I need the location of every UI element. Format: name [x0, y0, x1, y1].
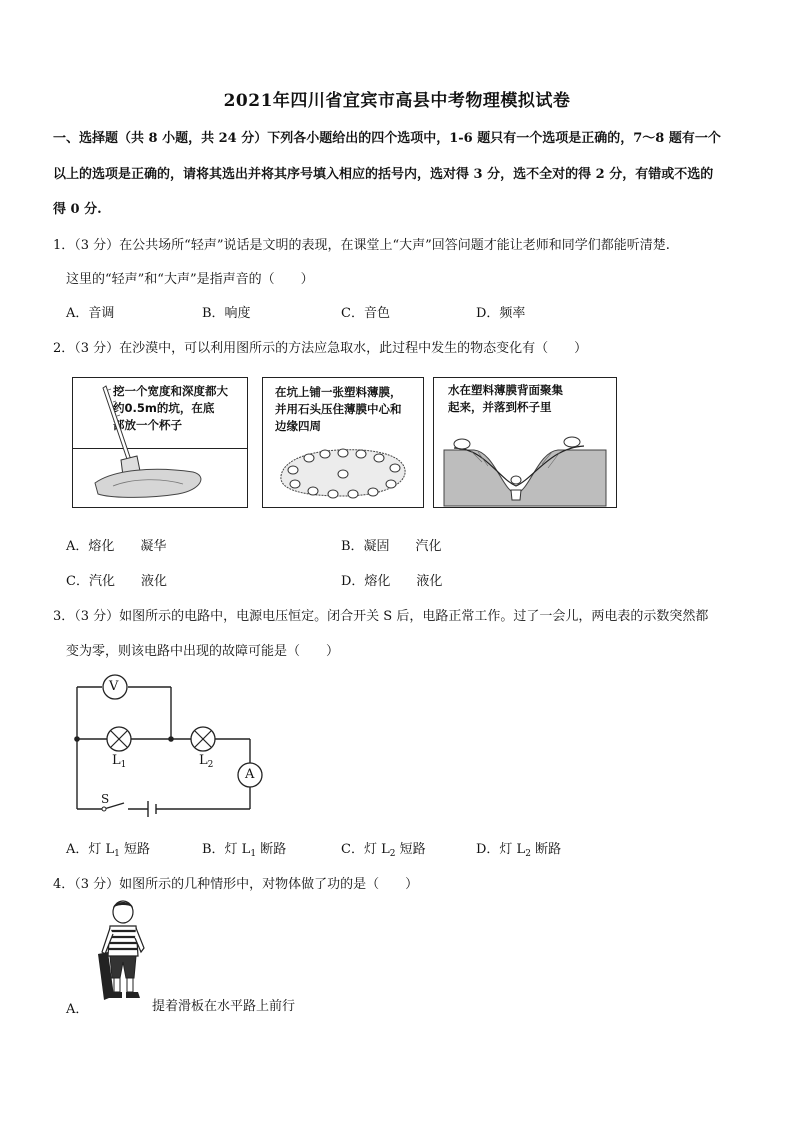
page-title: 2021年四川省宜宾市高县中考物理模拟试卷	[223, 91, 571, 111]
panel2-text-line2: 并用石头压住薄膜中心和	[275, 402, 402, 416]
shovel-pit-drawing	[73, 378, 247, 507]
q2-stem: 2．（3 分）在沙漠中，可以利用图所示的方法应急取水，此过程中发生的物态变化有（ ）	[53, 341, 588, 356]
q4-stem: 4．（3 分）如图所示的几种情形中，对物体做了功的是（ ）	[53, 877, 419, 892]
q2-option-d[interactable]: D．熔化 液化	[341, 574, 443, 589]
lamp2-label: $L_2$	[199, 753, 214, 770]
q1-option-c[interactable]: C．音色	[341, 306, 390, 321]
film-stones-drawing	[263, 378, 423, 507]
panel2-text-line3: 边缘四周	[275, 419, 321, 433]
q3-option-a[interactable]: A．灯 $L_1$ 短路	[66, 842, 151, 859]
q1-option-b[interactable]: B．响度	[202, 306, 251, 321]
section-instructions-line2: 以上的选项是正确的，请将其选出并将其序号填入相应的括号内，选对得 3 分，选不全对的得 2 分，有错或不选的	[53, 167, 714, 182]
q3-stem-line2: 变为零，则该电路中出现的故障可能是（ ）	[66, 644, 340, 659]
section-instructions-line1: 一、选择题（共 8 小题，共 24 分）下列各小题给出的四个选项中，1-6 题只有一个选项是正确的，7～8 题有一个	[53, 131, 721, 146]
q2-option-b[interactable]: B．凝固 汽化	[341, 539, 442, 554]
q3-stem-line1: 3．（3 分）如图所示的电路中，电源电压恒定。闭合开关 S 后，电路正常工作。过了一会儿，两电表的示数突然都	[53, 609, 709, 624]
panel1-text-line3: 部放一个杯子	[113, 418, 182, 432]
q3-option-c[interactable]: C．灯 $L_2$ 短路	[341, 842, 426, 859]
panel3-text-line2: 起来，并落到杯子里	[448, 400, 552, 414]
panel1-text-line2: 约0.5m的坑，在底	[113, 401, 215, 415]
q1-stem-line2: 这里的“轻声”和“大声”是指声音的（ ）	[66, 272, 314, 287]
lamp1-label: $L_1$	[112, 753, 127, 770]
q3-option-d[interactable]: D．灯 $L_2$ 断路	[476, 842, 562, 859]
voltmeter-label: V	[109, 679, 119, 694]
q2-figure-panel-film	[262, 377, 424, 508]
panel3-text-line1: 水在塑料薄膜背面聚集	[448, 383, 563, 397]
q1-stem-line1: 1．（3 分）在公共场所“轻声”说话是文明的表现，在课堂上“大声”回答问题才能让老师和同学们都能听清楚.	[53, 238, 670, 253]
panel1-text-line1: 挖一个宽度和深度都大	[113, 384, 228, 398]
q2-figure-panel-dig	[72, 377, 248, 508]
switch-label: S	[101, 792, 110, 806]
panel2-text-line1: 在坑上铺一张塑料薄膜，	[275, 385, 402, 399]
q1-option-a[interactable]: A．音调	[66, 306, 115, 321]
q2-option-c[interactable]: C．汽化 液化	[66, 574, 167, 589]
q2-option-a[interactable]: A．熔化 凝华	[66, 539, 167, 554]
q1-option-d[interactable]: D．频率	[476, 306, 526, 321]
q2-figure-panel-condense	[433, 377, 617, 508]
q4-option-a-text: 提着滑板在水平路上前行	[152, 999, 296, 1014]
q4-option-a-letter[interactable]: A．	[66, 1002, 89, 1017]
condensation-cross-section-drawing	[434, 378, 616, 507]
q3-option-b[interactable]: B．灯 $L_1$ 断路	[202, 842, 287, 859]
ammeter-label: A	[245, 767, 255, 782]
q3-circuit-diagram	[60, 668, 280, 828]
section-instructions-line3: 得 0 分.	[53, 202, 102, 217]
q4-boy-skateboard-illustration	[92, 898, 152, 1008]
